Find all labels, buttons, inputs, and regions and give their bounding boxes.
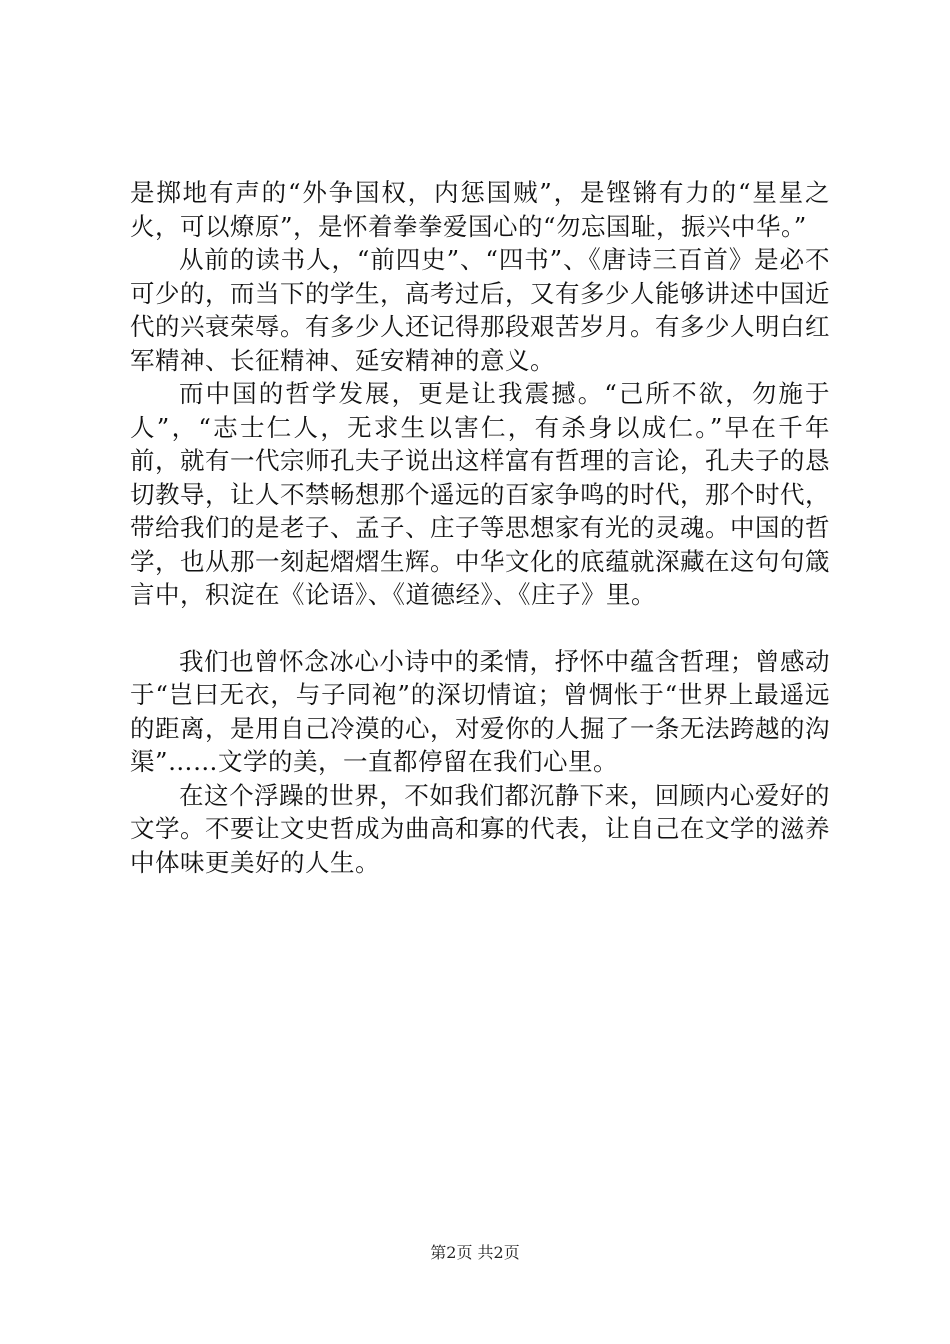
paragraph-readers: 从前的读书人，“前四史”、“四书”、《唐诗三百首》是必不可少的，而当下的学生，高考过后，又有多少人能够讲述中国近代的兴衰荣辱。有多少人还记得那段艰苦岁月。有多少人明白红军精神、长征精神、延安精神的意义。 — [130, 245, 830, 375]
paragraph-continuation: 是掷地有声的“外争国权，内惩国贼”，是铿锵有力的“星星之火，可以燎原”，是怀着拳拳爱国心的“勿忘国耻，振兴中华。” — [130, 178, 830, 241]
paragraph-conclusion: 在这个浮躁的世界，不如我们都沉静下来，回顾内心爱好的文学。不要让文史哲成为曲高和寡的代表，让自己在文学的滋养中体味更美好的人生。 — [130, 780, 830, 877]
document-body — [130, 176, 830, 879]
paragraph-literature: 我们也曾怀念冰心小诗中的柔情，抒怀中蕴含哲理；曾感动于“岂曰无衣，与子同袍”的深切情谊；曾惆怅于“世界上最遥远的距离，是用自己冷漠的心，对爱你的人掘了一条无法跨越的沟渠”……文学的美，一直都停留在我们心里。 — [130, 646, 830, 776]
page-footer: 第2页 共2页 — [430, 1243, 520, 1262]
paragraph-philosophy: 而中国的哲学发展，更是让我震撼。“己所不欲，勿施于人”，“志士仁人，无求生以害仁，有杀身以成仁。”早在千年前，就有一代宗师孔夫子说出这样富有哲理的言论，孔夫子的恳切教导，让人不禁畅想那个遥远的百家争鸣的时代，那个时代，带给我们的是老子、孟子、庄子等思想家有光的灵魂。中国的哲学，也从那一刻起熠熠生辉。中华文化的底蕴就深藏在这句句箴言中，积淀在《论语》、《道德经》、《庄子》里。 — [130, 379, 830, 609]
paragraph-spacer — [130, 612, 830, 645]
